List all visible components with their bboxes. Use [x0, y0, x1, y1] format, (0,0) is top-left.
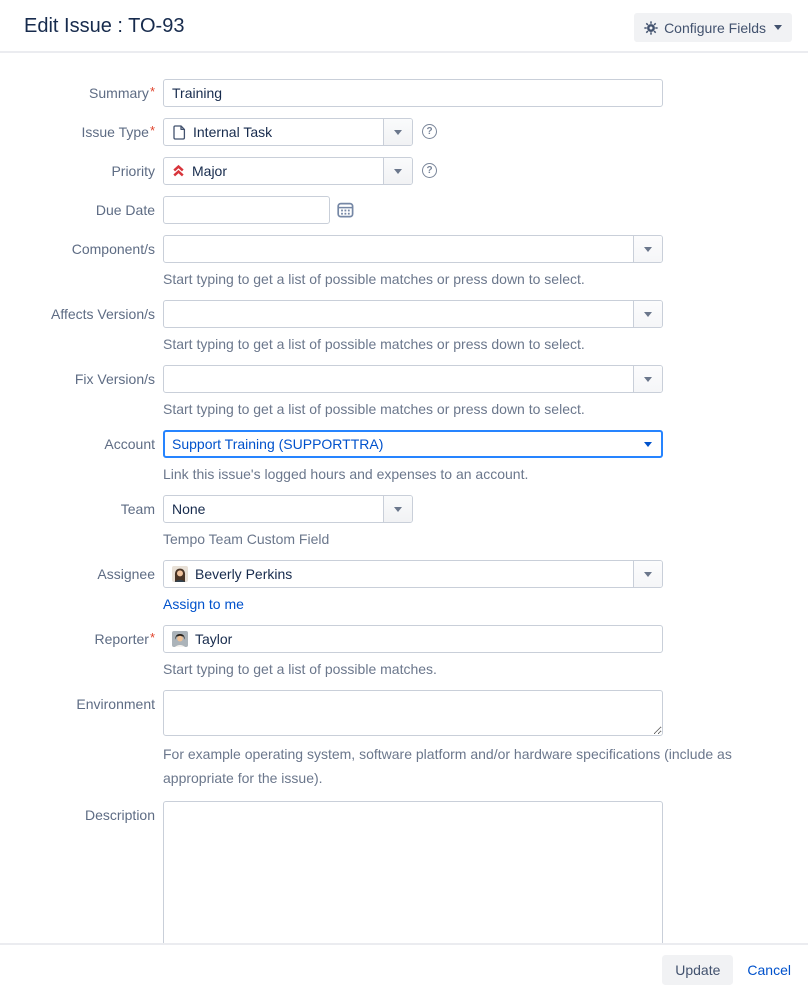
- avatar-taylor: [172, 631, 188, 647]
- field-reporter: [0, 625, 808, 679]
- assignee-value: Beverly Perkins: [195, 566, 293, 582]
- due-date-picker-button[interactable]: [337, 196, 354, 218]
- team-select[interactable]: [163, 495, 413, 523]
- environment-hint: For example operating system, software platform and/or hardware specifications (include as appropriate for the issue).: [163, 746, 732, 786]
- field-components: [0, 235, 808, 289]
- field-account: [0, 430, 808, 484]
- double-chevron-up-icon: [172, 164, 185, 178]
- summary-input[interactable]: [163, 79, 663, 107]
- field-issue-type: [0, 118, 808, 146]
- calendar-icon: [337, 201, 354, 218]
- chevron-down-icon: [394, 169, 402, 174]
- issue-type-dropdown-button[interactable]: [383, 119, 412, 145]
- description-label: Description: [84, 807, 155, 823]
- dialog-footer: [0, 943, 808, 995]
- chevron-down-icon: [394, 507, 402, 512]
- account-label: Account: [104, 436, 155, 452]
- issue-type-label: Issue Type *: [0, 118, 155, 141]
- due-date-input[interactable]: [163, 196, 330, 224]
- fix-versions-dropdown-button[interactable]: [633, 366, 662, 392]
- issue-type-select[interactable]: [163, 118, 413, 146]
- team-value: None: [172, 501, 206, 517]
- question-circle-icon: [422, 124, 437, 139]
- assignee-select[interactable]: [163, 560, 663, 588]
- description-textarea[interactable]: [163, 801, 663, 943]
- account-select[interactable]: [163, 430, 663, 458]
- chevron-down-icon: [394, 130, 402, 135]
- assign-to-me-link[interactable]: Assign to me: [163, 596, 244, 612]
- fix-versions-hint: Start typing to get a list of possible matches or press down to select.: [163, 401, 585, 417]
- field-environment: [0, 690, 808, 790]
- priority-label: Priority: [111, 163, 155, 179]
- account-hint: Link this issue's logged hours and expenses to an account.: [163, 466, 529, 482]
- issue-type-value: Internal Task: [193, 124, 273, 140]
- team-label: Team: [120, 501, 155, 517]
- environment-label: Environment: [76, 696, 155, 712]
- team-dropdown-button[interactable]: [383, 496, 412, 522]
- affects-versions-value: [164, 301, 633, 327]
- priority-help[interactable]: [422, 157, 437, 178]
- chevron-down-icon: [774, 25, 782, 30]
- chevron-down-icon: [644, 572, 652, 577]
- reporter-value: Taylor: [195, 631, 233, 647]
- edit-issue-form: [0, 53, 808, 943]
- reporter-label: Reporter *: [0, 625, 155, 648]
- assignee-label: Assignee: [97, 566, 155, 582]
- team-hint: Tempo Team Custom Field: [163, 531, 330, 547]
- fix-versions-value: [164, 366, 633, 392]
- due-date-label: Due Date: [95, 202, 155, 218]
- configure-fields-button[interactable]: [634, 13, 792, 42]
- page-title: Edit Issue : TO-93: [24, 15, 185, 37]
- chevron-down-icon: [644, 312, 652, 317]
- field-due-date: [0, 196, 808, 224]
- chevron-down-icon: [644, 377, 652, 382]
- components-label: Component/s: [71, 241, 155, 257]
- affects-versions-hint: Start typing to get a list of possible matches or press down to select.: [163, 336, 585, 352]
- dialog-header: [0, 0, 808, 53]
- affects-versions-dropdown-button[interactable]: [633, 301, 662, 327]
- field-team: [0, 495, 808, 549]
- affects-versions-label: Affects Version/s: [50, 306, 155, 322]
- components-hint: Start typing to get a list of possible matches or press down to select.: [163, 271, 585, 287]
- field-assignee: [0, 560, 808, 614]
- document-icon: [172, 125, 186, 140]
- field-affects-versions: [0, 300, 808, 354]
- environment-textarea[interactable]: [163, 690, 663, 736]
- gear-icon: [644, 21, 658, 35]
- priority-dropdown-button[interactable]: [383, 158, 412, 184]
- affects-versions-select[interactable]: [163, 300, 663, 328]
- reporter-hint: Start typing to get a list of possible matches.: [163, 661, 437, 677]
- priority-value: Major: [192, 163, 228, 179]
- summary-label: Summary *: [0, 79, 155, 102]
- chevron-down-icon: [644, 442, 652, 447]
- account-value: Support Training (SUPPORTTRA): [172, 436, 384, 452]
- configure-fields-label: Configure Fields: [664, 19, 766, 36]
- field-priority: [0, 157, 808, 185]
- components-dropdown-button[interactable]: [633, 236, 662, 262]
- update-button[interactable]: Update: [662, 955, 733, 985]
- chevron-down-icon: [644, 247, 652, 252]
- account-dropdown-button[interactable]: [635, 432, 661, 456]
- reporter-input[interactable]: [163, 625, 663, 653]
- question-circle-icon: [422, 163, 437, 178]
- priority-select[interactable]: [163, 157, 413, 185]
- issue-type-help[interactable]: [422, 118, 437, 139]
- field-fix-versions: [0, 365, 808, 419]
- fix-versions-select[interactable]: [163, 365, 663, 393]
- avatar-beverly-perkins: [172, 566, 188, 582]
- fix-versions-label: Fix Version/s: [74, 371, 155, 387]
- assignee-dropdown-button[interactable]: [633, 561, 662, 587]
- field-description: [0, 801, 808, 943]
- field-summary: [0, 79, 808, 107]
- cancel-link[interactable]: Cancel: [747, 962, 791, 978]
- components-value: [164, 236, 633, 262]
- components-select[interactable]: [163, 235, 663, 263]
